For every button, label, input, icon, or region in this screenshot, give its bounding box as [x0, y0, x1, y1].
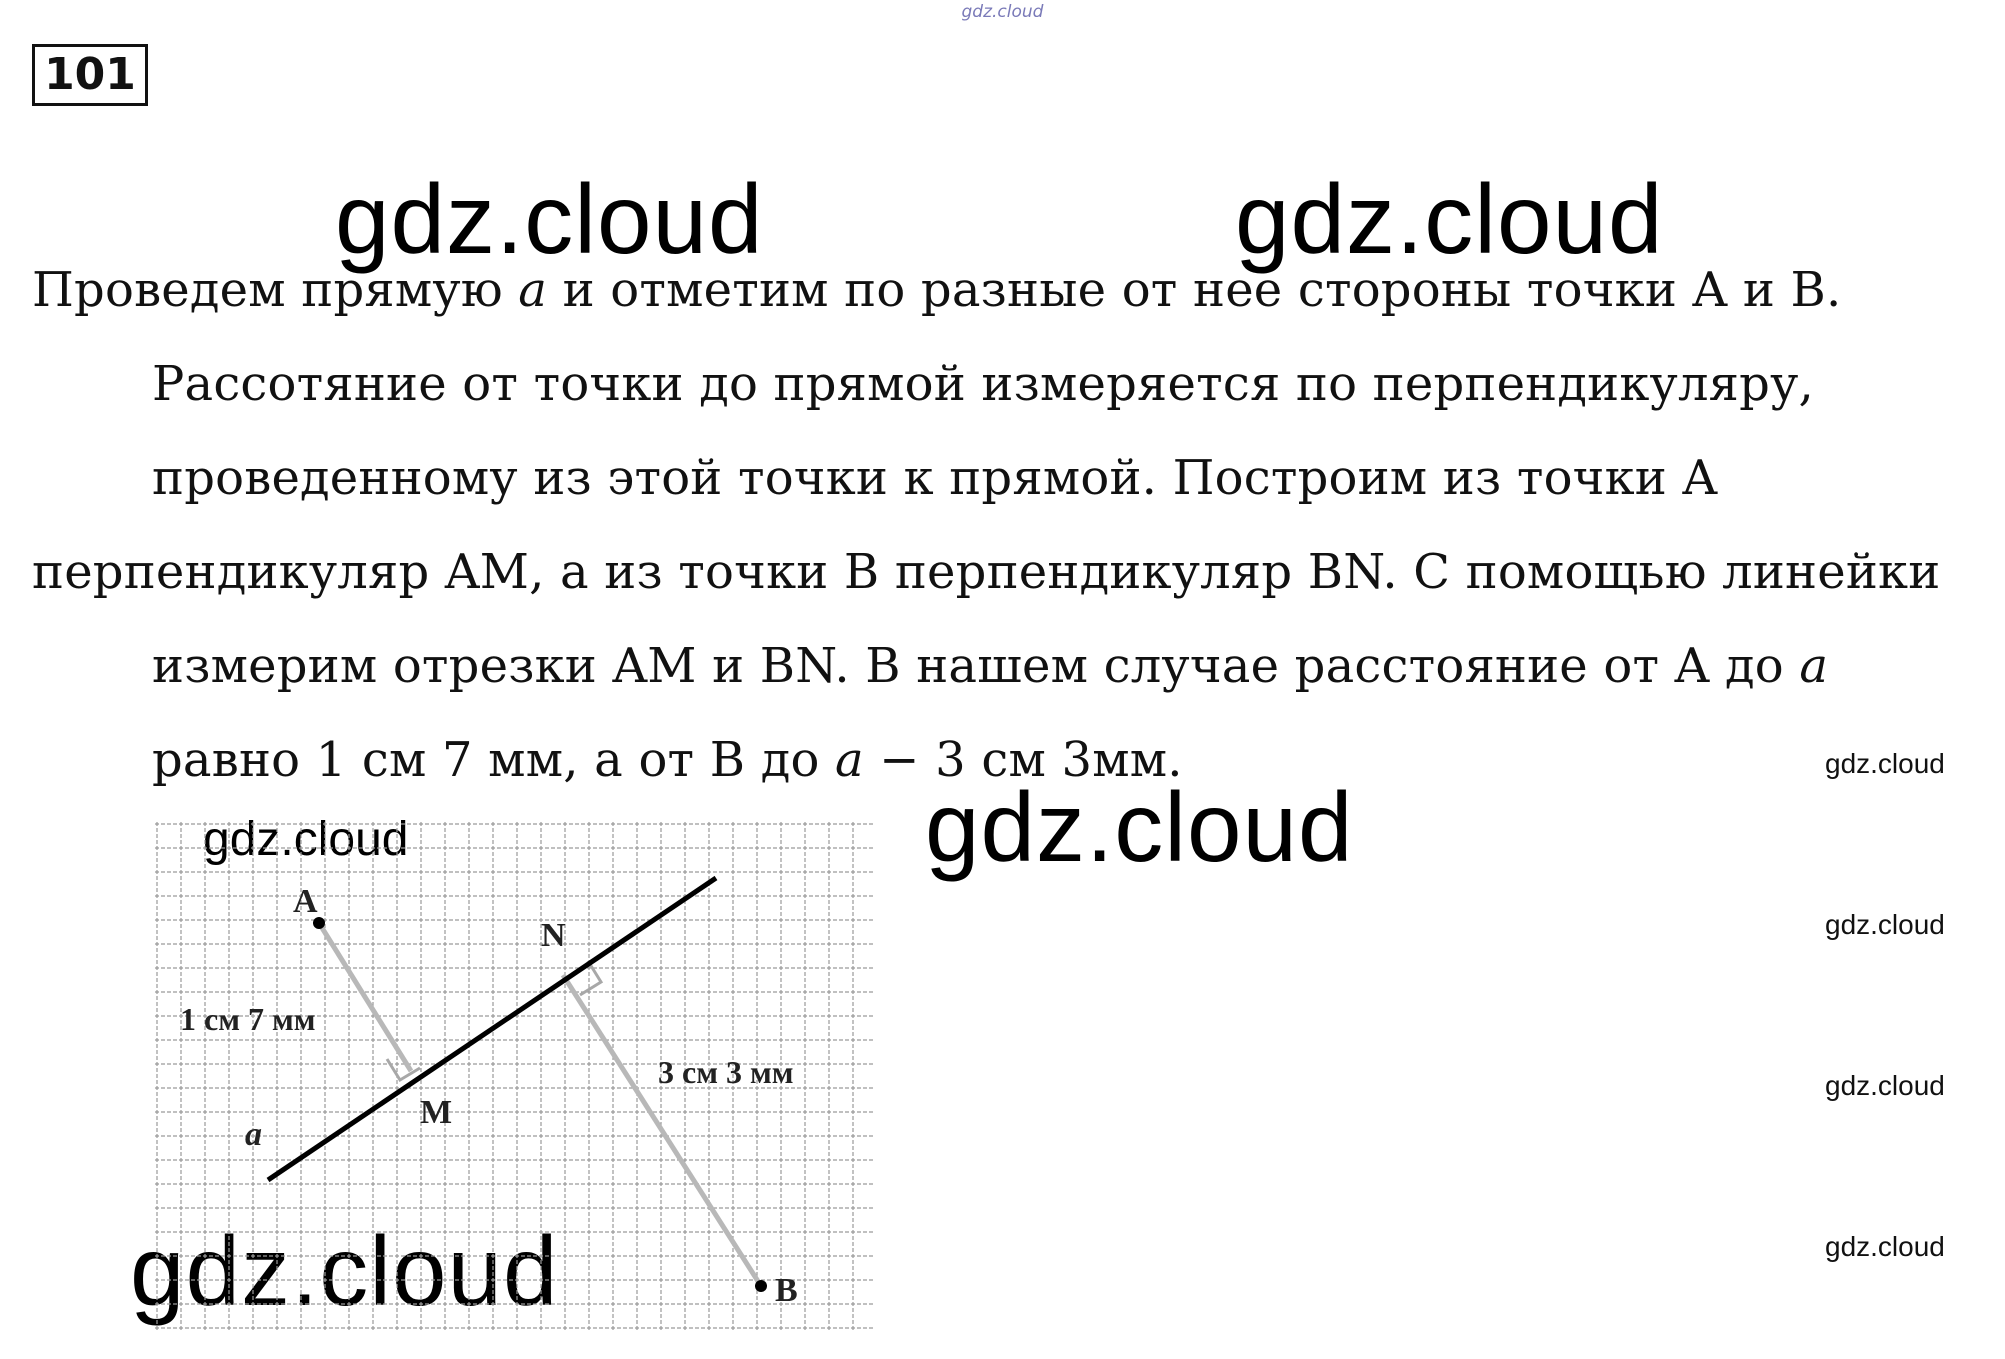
line-a — [268, 878, 716, 1180]
watermark: gdz.cloud — [1825, 909, 1945, 940]
site-header-link[interactable]: gdz.cloud — [961, 2, 1044, 22]
watermark: gdz.cloud — [130, 1216, 559, 1326]
point-a-label: A — [293, 883, 318, 920]
solution-line-2: Рассотяние от точки до прямой измеряется по перпендикуляру, — [152, 356, 1814, 412]
perpendicular-bn — [563, 975, 761, 1286]
watermark: gdz.cloud — [203, 813, 409, 866]
solution-line-3: проведенному из этой точки к прямой. Построим из точки A — [152, 450, 1718, 506]
problem-number: 101 — [32, 44, 148, 106]
variable-a: a — [835, 732, 864, 788]
point-b-dot — [755, 1280, 767, 1292]
solution-line-4: перпендикуляр AM, а из точки B перпендикуляр BN. С помощью линейки — [32, 544, 1941, 600]
point-n-label: N — [541, 917, 566, 954]
solution-line-5: измерим отрезки AM и BN. В нашем случае расстояние от A до a — [152, 638, 1829, 694]
watermark: gdz.cloud — [1235, 164, 1664, 274]
distance-bn-label: 3 см 3 мм — [658, 1054, 794, 1090]
watermark: gdz.cloud — [1825, 748, 1945, 779]
watermark: gdz.cloud — [1825, 1231, 1945, 1262]
variable-a: a — [1799, 638, 1829, 694]
watermark: gdz.cloud — [335, 164, 764, 274]
geometry-figure — [150, 810, 885, 1340]
point-b-label: B — [775, 1272, 798, 1309]
watermark: gdz.cloud — [925, 772, 1354, 882]
solution-line-1: Проведем прямую a и отметим по разные от нее стороны точки A и B. — [32, 262, 1842, 318]
distance-am-label: 1 см 7 мм — [180, 1001, 316, 1037]
point-m-label: M — [420, 1094, 453, 1131]
solution-line-6: равно 1 см 7 мм, а от B до a − 3 см 3мм. — [152, 732, 1183, 788]
line-a-label: a — [245, 1116, 262, 1153]
variable-a: a — [518, 262, 548, 318]
watermark: gdz.cloud — [1825, 1070, 1945, 1101]
